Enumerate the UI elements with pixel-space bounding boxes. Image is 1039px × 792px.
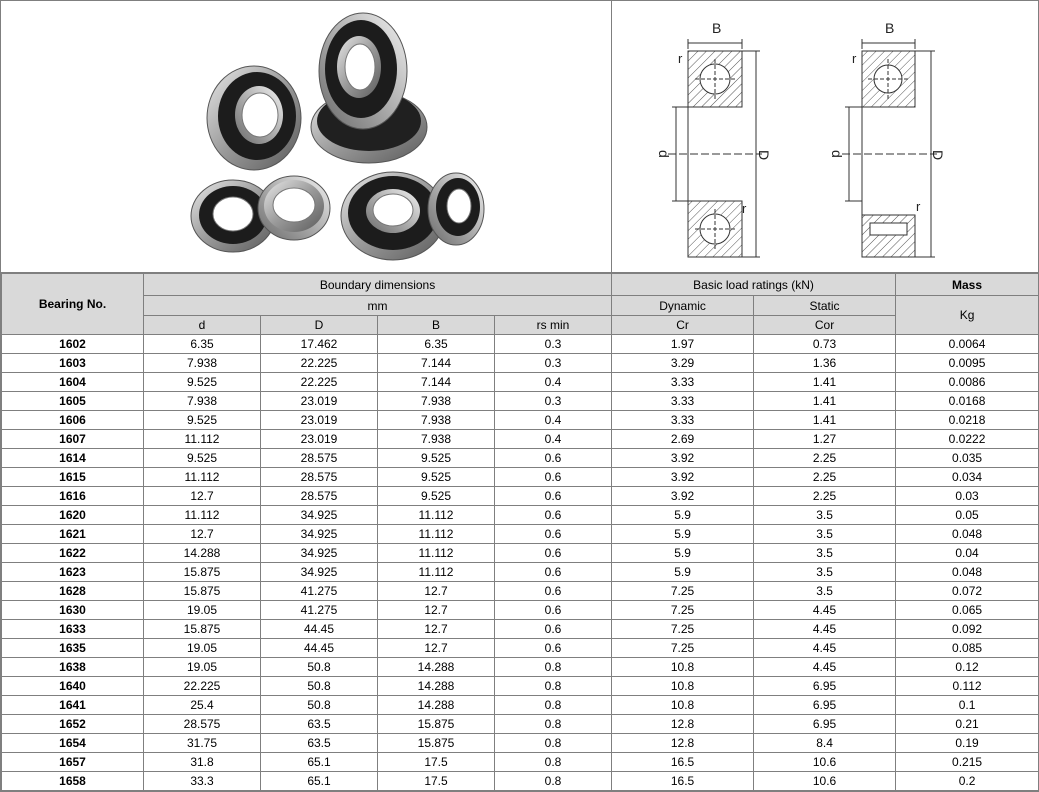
cell-cr: 2.69: [612, 430, 754, 449]
table-row: [2, 753, 1039, 772]
bearing-photo: [1, 1, 612, 272]
cell-mass: 0.1: [896, 696, 1039, 715]
table-row: [2, 582, 1039, 601]
cell-d: 19.05: [144, 601, 261, 620]
drawing-right: [842, 39, 937, 257]
table-row: [2, 468, 1039, 487]
cell-D: 23.019: [261, 411, 378, 430]
cell-cor: 1.41: [754, 373, 896, 392]
cell-bearing-no: 1623: [2, 563, 144, 582]
cell-cor: 4.45: [754, 601, 896, 620]
cell-cor: 6.95: [754, 696, 896, 715]
header-static: Static: [754, 296, 896, 316]
cell-D: 44.45: [261, 620, 378, 639]
cell-mass: 0.05: [896, 506, 1039, 525]
cell-mass: 0.0218: [896, 411, 1039, 430]
cell-bearing-no: 1658: [2, 772, 144, 791]
technical-drawing: [612, 1, 1038, 272]
header-cor: Cor: [754, 316, 896, 335]
cell-B: 12.7: [378, 639, 495, 658]
cell-cr: 12.8: [612, 734, 754, 753]
cell-B: 11.112: [378, 506, 495, 525]
cell-d: 15.875: [144, 620, 261, 639]
cell-D: 65.1: [261, 753, 378, 772]
cell-bearing-no: 1638: [2, 658, 144, 677]
header-B: B: [378, 316, 495, 335]
cell-rs-min: 0.6: [495, 563, 612, 582]
table-row: [2, 658, 1039, 677]
cell-rs-min: 0.8: [495, 753, 612, 772]
cell-cr: 7.25: [612, 582, 754, 601]
cell-D: 50.8: [261, 696, 378, 715]
cell-mass: 0.0064: [896, 335, 1039, 354]
cell-cr: 7.25: [612, 620, 754, 639]
cell-D: 41.275: [261, 582, 378, 601]
cell-D: 28.575: [261, 468, 378, 487]
cell-B: 17.5: [378, 772, 495, 791]
cell-cr: 12.8: [612, 715, 754, 734]
cell-d: 31.8: [144, 753, 261, 772]
table-row: [2, 544, 1039, 563]
cell-cr: 16.5: [612, 772, 754, 791]
cell-cor: 3.5: [754, 525, 896, 544]
cell-B: 7.938: [378, 411, 495, 430]
cell-cr: 7.25: [612, 639, 754, 658]
cell-rs-min: 0.8: [495, 658, 612, 677]
cell-B: 14.288: [378, 658, 495, 677]
cell-rs-min: 0.3: [495, 354, 612, 373]
cell-cr: 10.8: [612, 677, 754, 696]
cell-mass: 0.03: [896, 487, 1039, 506]
cell-d: 15.875: [144, 582, 261, 601]
cell-cor: 0.73: [754, 335, 896, 354]
cell-B: 9.525: [378, 449, 495, 468]
cell-cr: 16.5: [612, 753, 754, 772]
cell-d: 19.05: [144, 639, 261, 658]
cell-D: 63.5: [261, 715, 378, 734]
cell-cr: 3.92: [612, 468, 754, 487]
cell-rs-min: 0.6: [495, 601, 612, 620]
table-row: [2, 639, 1039, 658]
cell-B: 9.525: [378, 487, 495, 506]
dim-label-B-right: B: [885, 20, 895, 36]
table-row: [2, 392, 1039, 411]
header-rs-min: rs min: [495, 316, 612, 335]
top-section: [1, 1, 1038, 273]
cell-cr: 5.9: [612, 544, 754, 563]
drawing-left: [668, 39, 762, 257]
bearing-back-right: [311, 13, 427, 163]
table-row: [2, 525, 1039, 544]
cell-d: 31.75: [144, 734, 261, 753]
cell-B: 7.938: [378, 430, 495, 449]
cell-mass: 0.2: [896, 772, 1039, 791]
cell-mass: 0.112: [896, 677, 1039, 696]
cell-bearing-no: 1602: [2, 335, 144, 354]
cell-mass: 0.0168: [896, 392, 1039, 411]
cell-D: 22.225: [261, 373, 378, 392]
cell-B: 12.7: [378, 601, 495, 620]
table-row: [2, 449, 1039, 468]
table-row: [2, 411, 1039, 430]
cell-rs-min: 0.4: [495, 411, 612, 430]
header-boundary-dimensions: Boundary dimensions: [144, 274, 612, 296]
cell-rs-min: 0.8: [495, 696, 612, 715]
cell-mass: 0.12: [896, 658, 1039, 677]
cell-B: 12.7: [378, 582, 495, 601]
cell-rs-min: 0.6: [495, 468, 612, 487]
cell-bearing-no: 1640: [2, 677, 144, 696]
cell-d: 15.875: [144, 563, 261, 582]
cell-bearing-no: 1630: [2, 601, 144, 620]
cell-D: 28.575: [261, 487, 378, 506]
cell-cr: 3.92: [612, 449, 754, 468]
cell-cor: 1.27: [754, 430, 896, 449]
cell-d: 14.288: [144, 544, 261, 563]
cell-mass: 0.092: [896, 620, 1039, 639]
cell-D: 34.925: [261, 563, 378, 582]
table-row: [2, 772, 1039, 791]
cell-cor: 4.45: [754, 639, 896, 658]
table-row: [2, 677, 1039, 696]
dim-label-r-right-top: r: [852, 51, 857, 66]
bearing-spec-table: [1, 273, 1039, 791]
dim-label-D-right: D: [930, 150, 946, 161]
cell-mass: 0.0086: [896, 373, 1039, 392]
cell-cr: 3.33: [612, 373, 754, 392]
dim-label-D-left: D: [756, 150, 772, 161]
cell-B: 14.288: [378, 677, 495, 696]
dim-label-d-right: d: [829, 150, 845, 158]
cell-bearing-no: 1606: [2, 411, 144, 430]
cell-B: 6.35: [378, 335, 495, 354]
cell-cor: 4.45: [754, 620, 896, 639]
cell-bearing-no: 1604: [2, 373, 144, 392]
cell-cr: 1.97: [612, 335, 754, 354]
header-mass: Mass: [896, 274, 1039, 296]
cell-cor: 2.25: [754, 487, 896, 506]
cell-D: 44.45: [261, 639, 378, 658]
table-header: [2, 274, 1039, 335]
cell-D: 50.8: [261, 658, 378, 677]
bearing-back-left: [207, 66, 301, 170]
cell-D: 28.575: [261, 449, 378, 468]
cell-D: 50.8: [261, 677, 378, 696]
cell-cor: 1.36: [754, 354, 896, 373]
cell-rs-min: 0.3: [495, 392, 612, 411]
cell-rs-min: 0.6: [495, 544, 612, 563]
cell-cr: 3.33: [612, 411, 754, 430]
cell-bearing-no: 1621: [2, 525, 144, 544]
bearing-far-right: [428, 173, 484, 245]
cell-bearing-no: 1607: [2, 430, 144, 449]
table-row: [2, 563, 1039, 582]
cell-cor: 3.5: [754, 544, 896, 563]
bearings-illustration: [1, 1, 611, 272]
cell-mass: 0.065: [896, 601, 1039, 620]
cell-bearing-no: 1620: [2, 506, 144, 525]
header-load-ratings: Basic load ratings (kN): [612, 274, 896, 296]
cell-bearing-no: 1622: [2, 544, 144, 563]
cell-B: 9.525: [378, 468, 495, 487]
cell-d: 11.112: [144, 468, 261, 487]
table-row: [2, 620, 1039, 639]
cell-d: 12.7: [144, 487, 261, 506]
cell-D: 65.1: [261, 772, 378, 791]
table-body: [2, 335, 1039, 791]
cell-cr: 5.9: [612, 563, 754, 582]
cell-rs-min: 0.8: [495, 734, 612, 753]
cell-cr: 3.33: [612, 392, 754, 411]
cell-cr: 3.92: [612, 487, 754, 506]
cell-D: 34.925: [261, 544, 378, 563]
cell-rs-min: 0.8: [495, 715, 612, 734]
dim-label-r-left-top: r: [678, 51, 683, 66]
cell-cr: 10.8: [612, 658, 754, 677]
cell-D: 63.5: [261, 734, 378, 753]
cell-mass: 0.034: [896, 468, 1039, 487]
table-row: [2, 696, 1039, 715]
cell-cr: 5.9: [612, 506, 754, 525]
cell-B: 17.5: [378, 753, 495, 772]
cell-rs-min: 0.8: [495, 772, 612, 791]
cell-cr: 3.29: [612, 354, 754, 373]
cell-B: 11.112: [378, 525, 495, 544]
cell-cor: 10.6: [754, 772, 896, 791]
table-row: [2, 487, 1039, 506]
dim-label-r-left-bottom: r: [742, 201, 747, 216]
cell-D: 22.225: [261, 354, 378, 373]
cell-d: 11.112: [144, 506, 261, 525]
cell-d: 9.525: [144, 373, 261, 392]
cell-rs-min: 0.4: [495, 373, 612, 392]
table-row: [2, 430, 1039, 449]
cell-bearing-no: 1603: [2, 354, 144, 373]
cell-d: 7.938: [144, 392, 261, 411]
cell-D: 17.462: [261, 335, 378, 354]
cell-cr: 7.25: [612, 601, 754, 620]
cell-bearing-no: 1605: [2, 392, 144, 411]
cell-mass: 0.215: [896, 753, 1039, 772]
cell-D: 41.275: [261, 601, 378, 620]
cell-d: 28.575: [144, 715, 261, 734]
cell-bearing-no: 1657: [2, 753, 144, 772]
dim-label-B-left: B: [712, 20, 722, 36]
cell-d: 25.4: [144, 696, 261, 715]
header-unit-mm: mm: [144, 296, 612, 316]
cell-cr: 5.9: [612, 525, 754, 544]
table-row: [2, 715, 1039, 734]
cell-cor: 4.45: [754, 658, 896, 677]
cell-D: 34.925: [261, 506, 378, 525]
cell-d: 11.112: [144, 430, 261, 449]
table-row: [2, 601, 1039, 620]
cell-D: 34.925: [261, 525, 378, 544]
cell-B: 7.144: [378, 354, 495, 373]
cell-bearing-no: 1614: [2, 449, 144, 468]
header-dynamic: Dynamic: [612, 296, 754, 316]
bearing-cross-section: [612, 1, 1038, 272]
cell-bearing-no: 1654: [2, 734, 144, 753]
cell-cor: 10.6: [754, 753, 896, 772]
cell-cor: 2.25: [754, 468, 896, 487]
cell-cor: 3.5: [754, 563, 896, 582]
cell-cor: 1.41: [754, 392, 896, 411]
cell-rs-min: 0.3: [495, 335, 612, 354]
table-row: [2, 335, 1039, 354]
cell-mass: 0.048: [896, 563, 1039, 582]
table-row: [2, 373, 1039, 392]
cell-mass: 0.072: [896, 582, 1039, 601]
cell-mass: 0.04: [896, 544, 1039, 563]
table-row: [2, 734, 1039, 753]
cell-rs-min: 0.6: [495, 639, 612, 658]
cell-bearing-no: 1652: [2, 715, 144, 734]
cell-cor: 6.95: [754, 715, 896, 734]
cell-rs-min: 0.6: [495, 525, 612, 544]
cell-bearing-no: 1628: [2, 582, 144, 601]
cell-D: 23.019: [261, 430, 378, 449]
cell-mass: 0.0222: [896, 430, 1039, 449]
cell-B: 7.938: [378, 392, 495, 411]
cell-d: 22.225: [144, 677, 261, 696]
cell-d: 9.525: [144, 449, 261, 468]
cell-D: 23.019: [261, 392, 378, 411]
dim-label-d-left: d: [656, 150, 672, 158]
cell-rs-min: 0.6: [495, 487, 612, 506]
cell-rs-min: 0.6: [495, 506, 612, 525]
cell-B: 7.144: [378, 373, 495, 392]
cell-rs-min: 0.8: [495, 677, 612, 696]
cell-mass: 0.085: [896, 639, 1039, 658]
cell-bearing-no: 1641: [2, 696, 144, 715]
header-unit-kg: Kg: [896, 296, 1039, 335]
cell-mass: 0.0095: [896, 354, 1039, 373]
cell-d: 9.525: [144, 411, 261, 430]
table-row: [2, 506, 1039, 525]
cell-mass: 0.048: [896, 525, 1039, 544]
cell-B: 15.875: [378, 734, 495, 753]
cell-cor: 3.5: [754, 506, 896, 525]
cell-d: 33.3: [144, 772, 261, 791]
header-d: d: [144, 316, 261, 335]
cell-cr: 10.8: [612, 696, 754, 715]
cell-bearing-no: 1633: [2, 620, 144, 639]
cell-d: 7.938: [144, 354, 261, 373]
bearing-front-center: [258, 176, 330, 240]
cell-cor: 1.41: [754, 411, 896, 430]
cell-mass: 0.035: [896, 449, 1039, 468]
cell-mass: 0.19: [896, 734, 1039, 753]
cell-bearing-no: 1616: [2, 487, 144, 506]
cell-B: 15.875: [378, 715, 495, 734]
cell-rs-min: 0.6: [495, 582, 612, 601]
cell-cor: 2.25: [754, 449, 896, 468]
cell-B: 12.7: [378, 620, 495, 639]
cell-d: 12.7: [144, 525, 261, 544]
cell-rs-min: 0.6: [495, 449, 612, 468]
cell-d: 6.35: [144, 335, 261, 354]
cell-rs-min: 0.4: [495, 430, 612, 449]
cell-B: 11.112: [378, 544, 495, 563]
cell-cor: 8.4: [754, 734, 896, 753]
table-row: [2, 354, 1039, 373]
cell-cor: 6.95: [754, 677, 896, 696]
cell-mass: 0.21: [896, 715, 1039, 734]
cell-B: 14.288: [378, 696, 495, 715]
header-D: D: [261, 316, 378, 335]
cell-bearing-no: 1615: [2, 468, 144, 487]
header-bearing-no: Bearing No.: [2, 274, 144, 335]
cell-cor: 3.5: [754, 582, 896, 601]
header-cr: Cr: [612, 316, 754, 335]
dim-label-r-right-bottom: r: [916, 199, 921, 214]
cell-d: 19.05: [144, 658, 261, 677]
cell-B: 11.112: [378, 563, 495, 582]
cell-bearing-no: 1635: [2, 639, 144, 658]
cell-rs-min: 0.6: [495, 620, 612, 639]
